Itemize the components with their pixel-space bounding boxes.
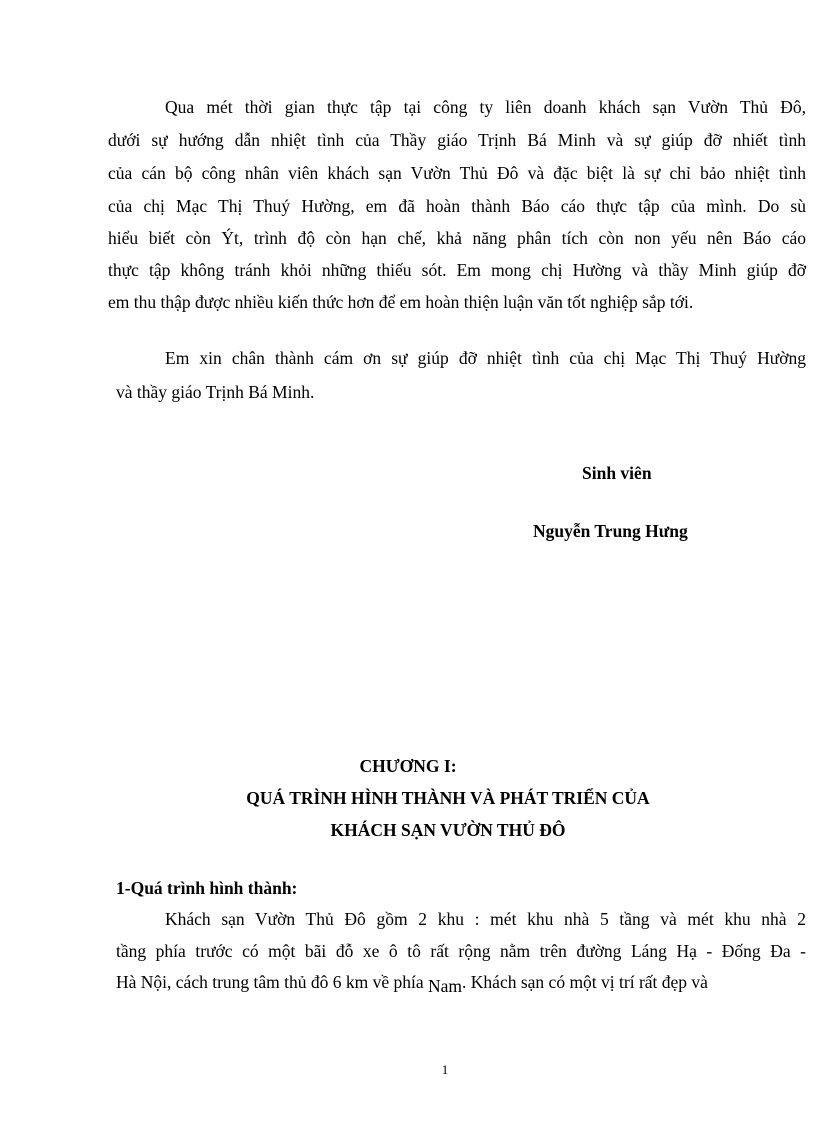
chapter-title-line-1: QUÁ TRÌNH HÌNH THÀNH VÀ PHÁT TRIỂN CỦA [246, 788, 650, 808]
chapter-title-line-2: KHÁCH SẠN VƯỜN THỦ ĐÔ [330, 820, 566, 840]
paragraph1-line-1: Qua mét thời gian thực tập tại công ty liên doanh khách sạn Vườn Thủ Đô, [165, 97, 806, 117]
paragraph2-line-2: và thầy giáo Trịnh Bá Minh. [116, 382, 315, 402]
signature-name: Nguyễn Trung Hưng [533, 521, 688, 541]
paragraph1-line-4: của chị Mạc Thị Thuý Hường, em đã hoàn thành Báo cáo thực tập của mình. Do sù [108, 196, 806, 216]
paragraph1-line-3: của cán bộ công nhân viên khách sạn Vườn Thủ Đô và đặc biệt là sự chỉ bảo nhiệt tình [108, 163, 806, 183]
paragraph1-line-2: dưới sự hướng dẫn nhiệt tình của Thầy giáo Trịnh Bá Minh và sự giúp đỡ nhiết tình [108, 130, 806, 150]
paragraph1-line-7: em thu thập được nhiều kiến thức hơn để em hoàn thiện luận văn tốt nghiệp sắp tới. [108, 292, 694, 312]
paragraph1-line-6: thực tập không tránh khỏi những thiếu sót. Em mong chị Hường và thầy Minh giúp đỡ [108, 260, 806, 280]
section-line-3 [116, 971, 708, 996]
section-line-3-part1: Hà Nội, cách trung tâm thủ đô 6 km về phía [116, 972, 429, 992]
section-line-2: tầng phía trước có một bãi đỗ xe ô tô rất rộng nằm trên đường Láng Hạ - Đống Đa - [116, 941, 806, 961]
section-line-1: Khách sạn Vườn Thủ Đô gồm 2 khu : mét khu nhà 5 tầng và mét khu nhà 2 [165, 909, 806, 929]
chapter-number: CHƯƠNG I: [359, 756, 457, 776]
paragraph2-line-1: Em xin chân thành cám ơn sự giúp đỡ nhiệt tình của chị Mạc Thị Thuý Hường [165, 348, 806, 368]
section-line-3-nam: Nam [428, 976, 463, 996]
section-heading: 1-Quá trình hình thành: [116, 878, 298, 898]
page-number: 1 [441, 1062, 449, 1077]
section-line-3-part2: . Khách sạn có một vị trí rất đẹp và [462, 972, 708, 992]
paragraph1-line-5: hiểu biết còn Ýt, trình độ còn hạn chế, khả năng phân tích còn non yếu nên Báo cáo [108, 228, 806, 248]
signature-role: Sinh viên [582, 463, 652, 483]
